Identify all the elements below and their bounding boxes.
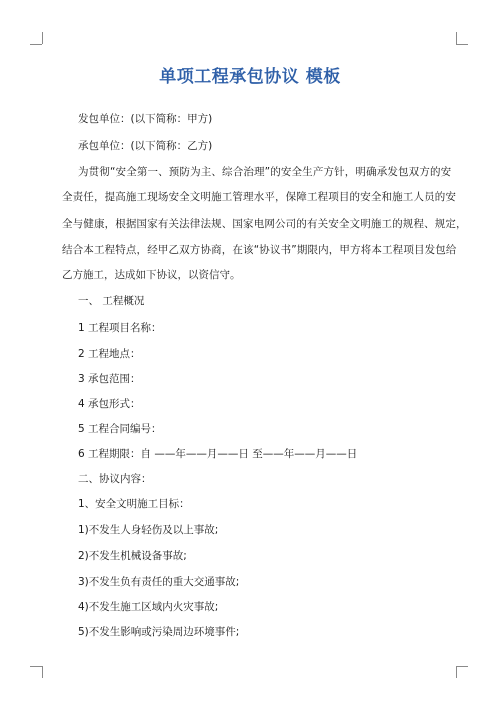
section-heading: 一、 工程概况 [78, 295, 145, 307]
text-line: 1、安全文明施工目标： [78, 498, 190, 510]
list-item: 1)不发生人身轻伤及以上事故; [78, 524, 219, 536]
text-line: 乙方施工，达成如下协议，以资信守。 [62, 269, 241, 281]
text-line: 结合本工程特点，经甲乙双方协商，在该“协议书”期限内，甲方将本工程项目发包给 [62, 244, 457, 256]
list-item: 5)不发生影响或污染周边环境事件; [78, 626, 240, 638]
text-line: 发包单位：(以下简称：甲方) [78, 113, 213, 125]
text-line: 1 工程项目名称： [78, 322, 162, 334]
text-line: 3 承包范围： [78, 373, 141, 385]
text-line: 4 承包形式： [78, 398, 141, 410]
list-item: 4)不发生施工区域内火灾事故; [78, 601, 219, 613]
text-line: 承包单位：(以下简称：乙方) [78, 140, 213, 152]
text-line: 全与健康，根据国家有关法律法规、国家电网公司的有关安全文明施工的规程、规定， [62, 218, 467, 230]
text-line: 5 工程合同编号： [78, 423, 162, 435]
section-heading: 二、协议内容： [78, 473, 152, 485]
document-title: 单项工程承包协议 模板 [159, 67, 341, 87]
list-item: 3)不发生负有责任的重大交通事故; [78, 576, 240, 588]
text-line: 为贯彻“安全第一、预防为主、综合治理”的安全生产方针，明确承发包双方的安 [78, 166, 452, 178]
list-item: 2)不发生机械设备事故; [78, 550, 187, 562]
text-line: 2 工程地点： [78, 348, 141, 360]
text-line: 6 工程期限：自 ——年——月——日 至——年——月——日 [78, 448, 358, 460]
text-line: 全责任，提高施工现场安全文明施工管理水平，保障工程项目的安全和施工人员的安 [62, 191, 457, 203]
